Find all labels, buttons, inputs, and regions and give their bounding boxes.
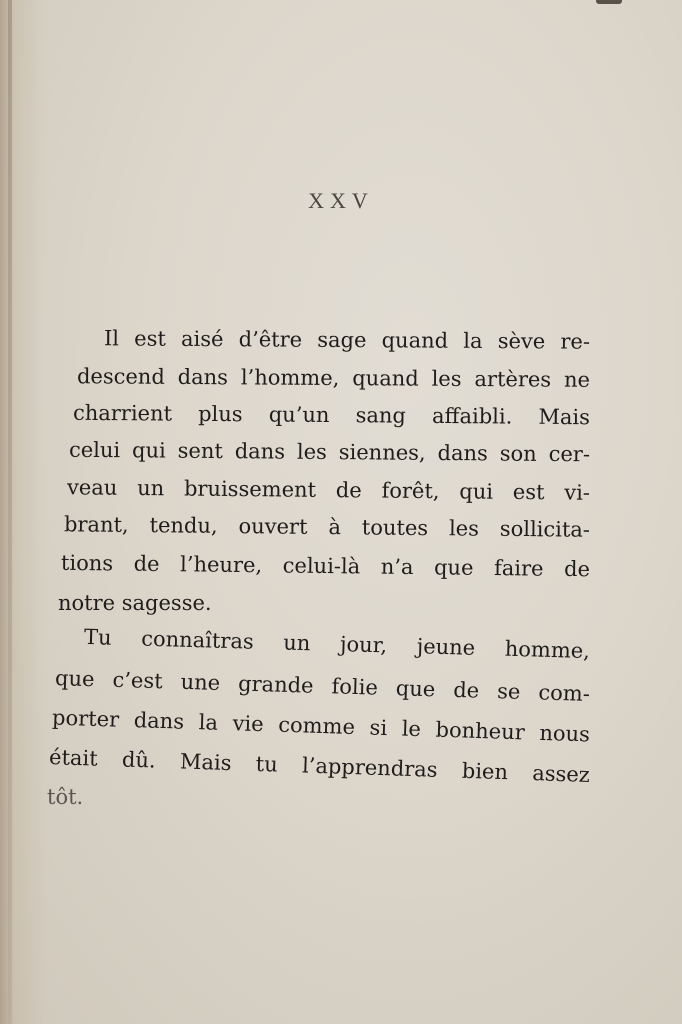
paragraph-1-line-7: tions de l’heure, celui-là n’a que faire de [60,550,591,582]
paragraph-2-line-5: tôt. [47,785,84,809]
paragraph-1-line-3: charrient plus qu’un sang affaibli. Mais [72,400,591,430]
page-corner-mark [596,0,622,4]
paragraph-1-line-8: notre sagesse. [58,591,212,615]
paragraph-1-line-1: Il est aisé d’être sage quand la sève re- [103,326,591,354]
paragraph-2-line-2: que c’est une grande folie que de se com- [54,666,591,706]
paragraph-1-line-4: celui qui sent dans les siennes, dans son cer- [68,437,591,467]
chapter-number: XXV [308,188,374,213]
paragraph-2-line-1: Tu connaîtras un jour, jeune homme, [83,624,591,664]
paragraph-1-line-6: brant, tendu, ouvert à toutes les sollicita- [63,512,591,542]
page-gutter [8,0,12,1024]
paragraph-2-line-4: était dû. Mais tu l’apprendras bien assez [48,745,591,787]
paragraph-1-line-5: veau un bruissement de forêt, qui est vi- [66,475,591,505]
paragraph-2-line-3: porter dans la vie comme si le bonheur nous [51,705,591,747]
paragraph-1-line-2: descend dans l’homme, quand les artères ne [76,364,591,392]
